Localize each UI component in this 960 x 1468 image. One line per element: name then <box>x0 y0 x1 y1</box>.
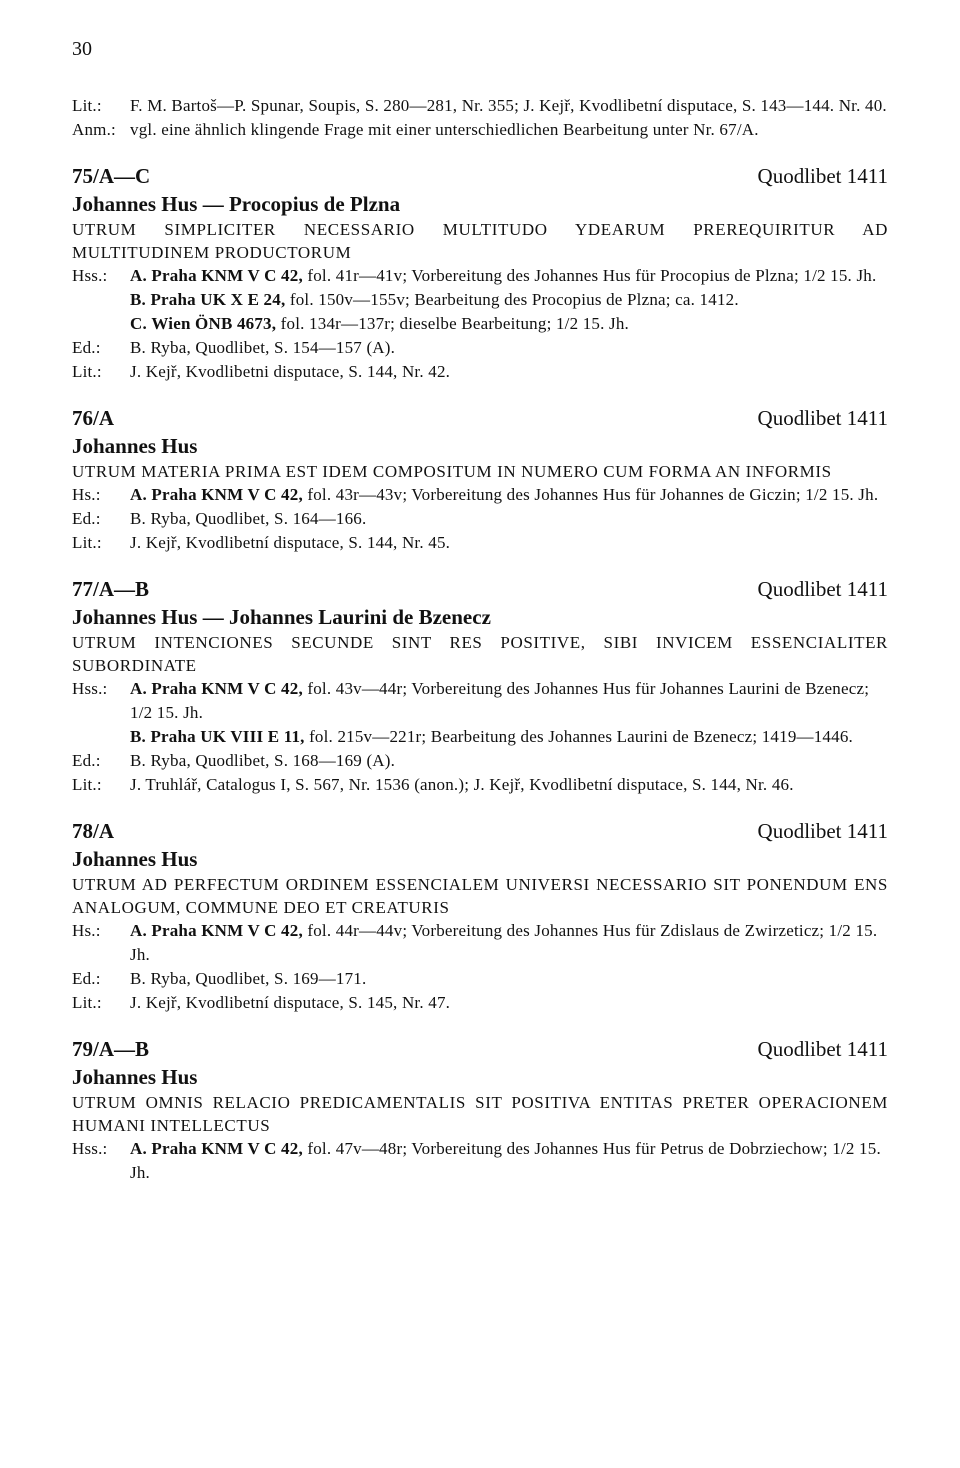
manuscript-siglum: A. <box>130 1139 147 1158</box>
literature-row <box>72 531 888 555</box>
manuscript-text <box>130 919 888 967</box>
manuscript-details: fol. 41r—41v; Vorbereitung des Johannes Hus für Procopius de Plzna; 1/2 15. Jh. <box>307 266 877 285</box>
manuscript-details: fol. 215v—221r; Bearbeitung des Johannes Laurini de Bzenecz; 1419—1446. <box>309 727 853 746</box>
manuscript-details: fol. 43v—44r; Vorbereitung des Johannes Hus für Johannes Laurini de Bzenecz; 1/2 15. Jh. <box>130 679 870 722</box>
entry-authors: Johannes Hus <box>72 1065 198 1089</box>
edition-row <box>72 507 888 531</box>
entry-number: 79/A—B <box>72 1037 150 1061</box>
edition-label: Ed.: <box>72 751 101 770</box>
manuscript-row <box>72 312 888 336</box>
manuscript-library: Praha KNM V C 42, <box>151 485 303 504</box>
entry-header <box>72 575 888 603</box>
manuscript-library: Praha KNM V C 42, <box>151 679 303 698</box>
edition-label: Ed.: <box>72 509 101 528</box>
literature-text: J. Kejř, Kvodlibetní disputace, S. 145, Nr. 47. <box>130 993 451 1012</box>
manuscript-details: fol. 44r—44v; Vorbereitung des Johannes Hus für Zdislaus de Zwirzeticz; 1/2 15. Jh. <box>130 921 878 964</box>
manuscript-details: fol. 134r—137r; dieselbe Bearbeitung; 1/2 15. Jh. <box>280 314 629 333</box>
intro-lit-row <box>72 94 888 118</box>
manuscript-siglum: B. <box>130 290 146 309</box>
manuscript-text <box>130 725 888 749</box>
manuscript-row <box>72 725 888 749</box>
entry-quodlibet: Quodlibet 1411 <box>757 406 888 430</box>
edition-row <box>72 336 888 360</box>
intro-notes <box>72 94 888 142</box>
edition-row <box>72 749 888 773</box>
manuscript-siglum: A. <box>130 679 147 698</box>
literature-text: J. Kejř, Kvodlibetní disputace, S. 144, Nr. 45. <box>130 533 451 552</box>
manuscript-details: fol. 43r—43v; Vorbereitung des Johannes Hus für Johannes de Giczin; 1/2 15. Jh. <box>307 485 879 504</box>
manuscripts-label: Hs.: <box>72 485 101 504</box>
entry-authors: Johannes Hus — Procopius de Plzna <box>72 192 401 216</box>
entry-number: 75/A—C <box>72 164 151 188</box>
manuscript-siglum: A. <box>130 266 147 285</box>
entry-header <box>72 1035 888 1063</box>
manuscript-text <box>130 264 888 288</box>
manuscript-row <box>72 264 888 288</box>
entry-question-title: UTRUM INTENCIONES SECUNDE SINT RES POSITIVE, SIBI INVICEM ESSENCIALITER SUBORDINATE <box>72 633 888 675</box>
entry-number: 77/A—B <box>72 577 150 601</box>
manuscripts-label: Hs.: <box>72 921 101 940</box>
edition-text: B. Ryba, Quodlibet, S. 154—157 (A). <box>130 338 396 357</box>
entry-quodlibet: Quodlibet 1411 <box>757 1037 888 1061</box>
entry <box>72 404 888 555</box>
entry-authors: Johannes Hus <box>72 847 198 871</box>
literature-row <box>72 773 888 797</box>
manuscript-row <box>72 1137 888 1185</box>
entry-question-title: UTRUM MATERIA PRIMA EST IDEM COMPOSITUM IN NUMERO CUM FORMA AN INFORMIS <box>72 462 832 481</box>
manuscript-text <box>130 1137 888 1185</box>
manuscript-details: fol. 47v—48r; Vorbereitung des Johannes Hus für Petrus de Dobrziechow; 1/2 15. Jh. <box>130 1139 881 1182</box>
literature-text: J. Truhlář, Catalogus I, S. 567, Nr. 1536 (anon.); J. Kejř, Kvodlibetní disputace, S. 144, Nr. 46. <box>130 775 794 794</box>
entry-authors: Johannes Hus — Johannes Laurini de Bzenecz <box>72 605 491 629</box>
manuscript-siglum: C. <box>130 314 147 333</box>
literature-label: Lit.: <box>72 775 102 794</box>
entry-header <box>72 404 888 432</box>
manuscript-library: Praha KNM V C 42, <box>151 266 303 285</box>
manuscript-text <box>130 312 888 336</box>
entry <box>72 575 888 797</box>
intro-lit-label: Lit.: <box>72 96 102 115</box>
page-number: 30 <box>72 38 92 60</box>
manuscript-text <box>130 288 888 312</box>
intro-anm-text: vgl. eine ähnlich klingende Frage mit einer unterschiedlichen Bearbeitung unter Nr. 67/A. <box>130 120 759 139</box>
edition-text: B. Ryba, Quodlibet, S. 169—171. <box>130 969 367 988</box>
entry <box>72 1035 888 1185</box>
manuscript-siglum: A. <box>130 485 147 504</box>
edition-row <box>72 967 888 991</box>
edition-text: B. Ryba, Quodlibet, S. 164—166. <box>130 509 367 528</box>
literature-label: Lit.: <box>72 533 102 552</box>
literature-label: Lit.: <box>72 362 102 381</box>
entry-header <box>72 162 888 190</box>
manuscript-library: Praha UK X E 24, <box>150 290 286 309</box>
entry-number: 76/A <box>72 406 114 430</box>
manuscripts-label: Hss.: <box>72 266 108 285</box>
entry-number: 78/A <box>72 819 114 843</box>
manuscript-row <box>72 919 888 967</box>
manuscripts-label: Hss.: <box>72 679 108 698</box>
entry-authors: Johannes Hus <box>72 434 198 458</box>
manuscript-library: Wien ÖNB 4673, <box>151 314 277 333</box>
entry <box>72 817 888 1015</box>
intro-anm-label: Anm.: <box>72 120 116 139</box>
entries-list <box>72 162 888 1185</box>
edition-text: B. Ryba, Quodlibet, S. 168—169 (A). <box>130 751 396 770</box>
manuscript-details: fol. 150v—155v; Bearbeitung des Procopius de Plzna; ca. 1412. <box>289 290 739 309</box>
manuscripts-label: Hss.: <box>72 1139 108 1158</box>
entry-quodlibet: Quodlibet 1411 <box>757 577 888 601</box>
manuscript-siglum: A. <box>130 921 147 940</box>
literature-row <box>72 360 888 384</box>
entry-header <box>72 817 888 845</box>
entry-question-title: UTRUM SIMPLICITER NECESSARIO MULTITUDO YDEARUM PREREQUIRITUR AD MULTITUDINEM PRODUCTORUM <box>72 220 888 262</box>
intro-anm-row <box>72 118 888 142</box>
manuscript-library: Praha KNM V C 42, <box>151 1139 303 1158</box>
edition-label: Ed.: <box>72 969 101 988</box>
literature-label: Lit.: <box>72 993 102 1012</box>
manuscript-text <box>130 483 888 507</box>
manuscript-library: Praha UK VIII E 11, <box>150 727 305 746</box>
entry-quodlibet: Quodlibet 1411 <box>757 819 888 843</box>
intro-lit-text: F. M. Bartoš—P. Spunar, Soupis, S. 280—281, Nr. 355; J. Kejř, Kvodlibetní disputace, S. 143—144. Nr. 40. <box>130 96 887 115</box>
literature-row <box>72 991 888 1015</box>
edition-label: Ed.: <box>72 338 101 357</box>
manuscript-row <box>72 677 888 725</box>
literature-text: J. Kejř, Kvodlibetni disputace, S. 144, Nr. 42. <box>130 362 451 381</box>
manuscript-siglum: B. <box>130 727 146 746</box>
entry-question-title: UTRUM AD PERFECTUM ORDINEM ESSENCIALEM UNIVERSI NECESSARIO SIT PONENDUM ENS ANALOGUM, COMMUNE DEO ET CREATURIS <box>72 875 888 917</box>
manuscript-text <box>130 677 888 725</box>
entry-quodlibet: Quodlibet 1411 <box>757 164 888 188</box>
manuscript-library: Praha KNM V C 42, <box>151 921 303 940</box>
manuscript-row <box>72 483 888 507</box>
manuscript-row <box>72 288 888 312</box>
entry <box>72 162 888 384</box>
entry-question-title: UTRUM OMNIS RELACIO PREDICAMENTALIS SIT POSITIVA ENTITAS PRETER OPERACIONEM HUMANI INTELLECTUS <box>72 1093 888 1135</box>
document-body <box>72 94 888 1185</box>
